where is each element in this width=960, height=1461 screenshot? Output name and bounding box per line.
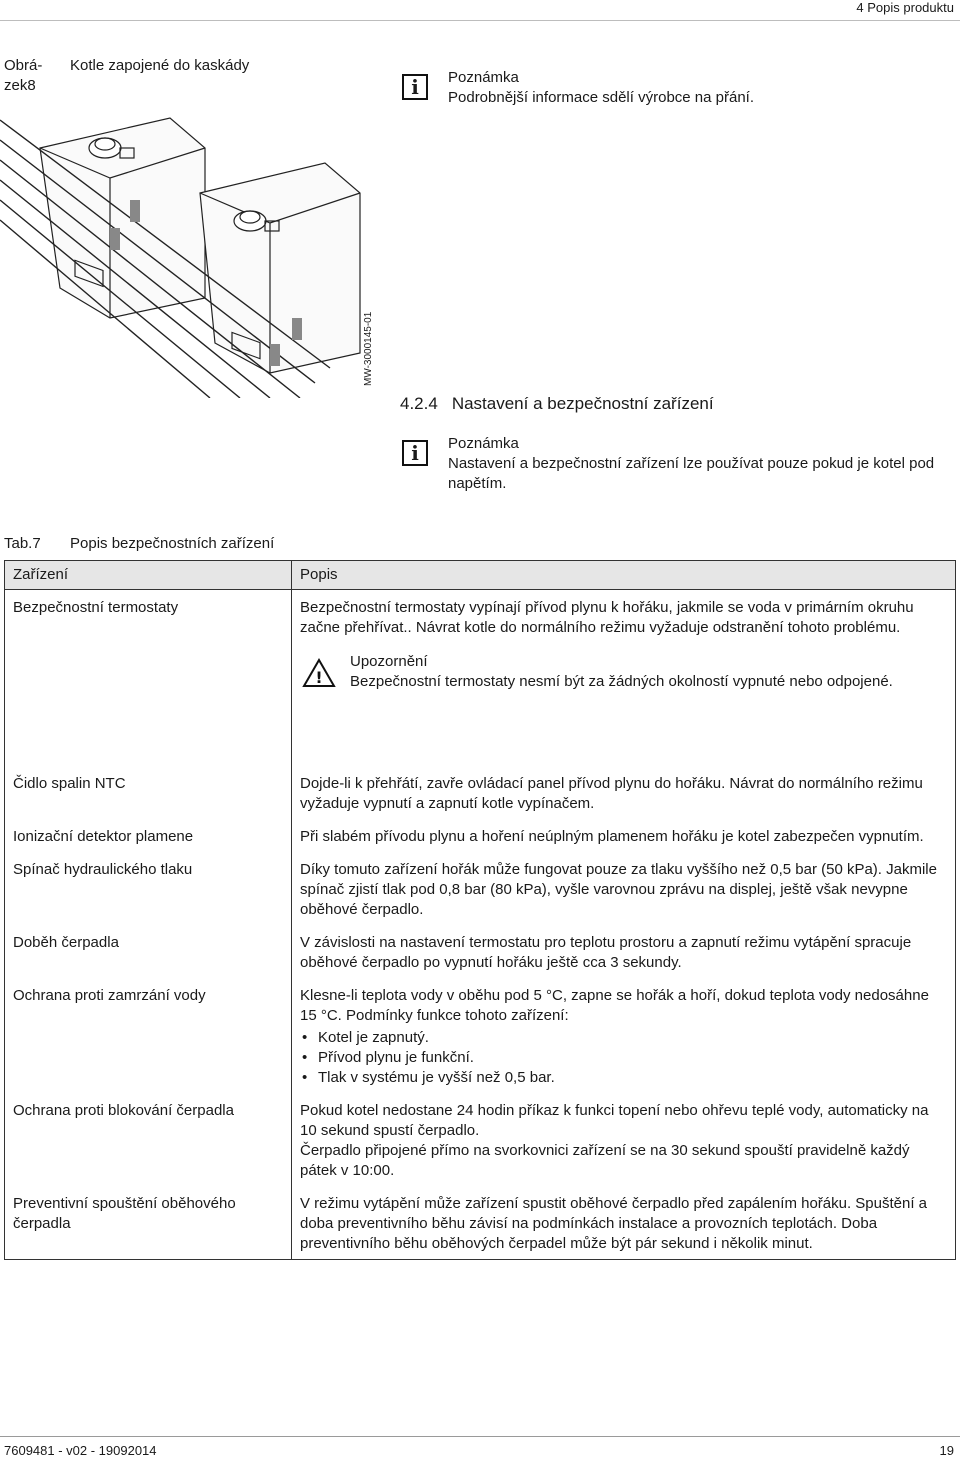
figure-label: Obrá-zek8 bbox=[4, 57, 43, 94]
section-number: 4.2.4 bbox=[400, 394, 438, 413]
cascade-boilers-illustration bbox=[0, 108, 385, 398]
device-cell: Ochrana proti blokování čerpadla bbox=[5, 1093, 292, 1186]
description-cell: Díky tomuto zařízení hořák může fungovat pouze za tlaku vyššího než 0,5 bar (50 kPa). Jakmile spínač zjistí tlak pod 0,8 bar (80 kPa), vyšle varovnou zprávu na displej, ještě však nevypne oběhové čerpadlo. bbox=[300, 860, 937, 918]
column-header-description: Popis bbox=[292, 561, 956, 590]
section-heading bbox=[400, 394, 714, 414]
description-cell bbox=[292, 1093, 956, 1186]
description-cell: V závislosti na nastavení termostatu pro teplotu prostoru a zapnutí režimu vytápění spracuje oběhové čerpadlo po vypnutí hořáku ještě cca 3 sekundy. bbox=[300, 933, 912, 971]
table-row bbox=[5, 852, 956, 925]
column-header-device: Zařízení bbox=[5, 561, 292, 590]
info-icon: i bbox=[402, 440, 428, 466]
page-number: 19 bbox=[939, 1443, 954, 1458]
device-cell: Preventivní spouštění oběhového čerpadla bbox=[5, 1186, 292, 1260]
device-cell: Čidlo spalin NTC bbox=[5, 766, 292, 819]
conditions-list bbox=[300, 1028, 947, 1088]
table-label: Tab.7 bbox=[4, 535, 41, 552]
list-item: • Kotel je zapnutý. bbox=[300, 1028, 947, 1048]
note-text: Podrobnější informace sdělí výrobce na přání. bbox=[448, 89, 754, 106]
header-divider bbox=[0, 20, 960, 21]
figure-title: Kotle zapojené do kaskády bbox=[70, 57, 250, 74]
table-row bbox=[5, 766, 956, 819]
note-title: Poznámka bbox=[448, 69, 519, 86]
table-title: Popis bezpečnostních zařízení bbox=[70, 535, 275, 552]
warning-icon bbox=[302, 658, 336, 688]
device-cell: Doběh čerpadla bbox=[5, 925, 292, 978]
note-title: Poznámka bbox=[448, 435, 519, 452]
description-cell: Dojde-li k přehřátí, zavře ovládací panel přívod plynu do hořáku. Návrat do normálního režimu vyžaduje vypnutí a zapnutí kotle vypínačem. bbox=[300, 774, 923, 812]
page-header: 4 Popis produktu bbox=[856, 0, 954, 15]
figure-code: MW-3000145-01 bbox=[363, 311, 374, 386]
warning-text: Bezpečnostní termostaty nesmí být za žádných okolností vypnuté nebo odpojené. bbox=[350, 673, 893, 690]
note-additional-info bbox=[402, 68, 754, 108]
table-row bbox=[5, 925, 956, 978]
table-row bbox=[5, 819, 956, 852]
table-caption bbox=[4, 534, 274, 554]
warning-note bbox=[302, 652, 947, 692]
note-power bbox=[402, 434, 942, 494]
description-cell: V režimu vytápění může zařízení spustit oběhové čerpadlo před zapálením hořáku. Spuštění a doba preventivního běhu závisí na podmínkách instalace a provozních teplotách. Doba preventivního běhu oběhových čerpadel může být pár sekund i několik minut. bbox=[300, 1194, 928, 1252]
document-id: 7609481 - v02 - 19092014 bbox=[4, 1443, 157, 1458]
device-cell: Ochrana proti zamrzání vody bbox=[5, 978, 292, 1093]
description-text: Pokud kotel nedostane 24 hodin příkaz k funkci topení nebo ohřevu teplé vody, automaticky na 10 sekund spustí čerpadlo. bbox=[300, 1101, 929, 1139]
description-text: Klesne-li teplota vody v oběhu pod 5 °C, zapne se hořák a hoří, dokud teplota vody nedosáhne 15 °C. Podmínky funkce tohoto zařízení: bbox=[300, 986, 929, 1024]
device-cell: Ionizační detektor plamene bbox=[5, 819, 292, 852]
note-text: Nastavení a bezpečnostní zařízení lze používat pouze pokud je kotel pod napětím. bbox=[448, 455, 935, 492]
description-cell bbox=[292, 978, 956, 1093]
device-cell: Spínač hydraulického tlaku bbox=[5, 852, 292, 925]
device-cell: Bezpečnostní termostaty bbox=[5, 590, 292, 766]
description-cell: Při slabém přívodu plynu a hoření neúplným plamenem hořáku je kotel zabezpečen vypnutím. bbox=[300, 827, 924, 845]
info-icon: i bbox=[402, 74, 428, 100]
list-item: • Přívod plynu je funkční. bbox=[300, 1048, 947, 1068]
list-item: • Tlak v systému je vyšší než 0,5 bar. bbox=[300, 1068, 947, 1088]
table-row bbox=[5, 590, 956, 766]
svg-text:!: ! bbox=[315, 668, 323, 687]
table-header-row bbox=[5, 561, 956, 590]
footer-divider bbox=[0, 1436, 960, 1437]
safety-devices-table bbox=[4, 560, 956, 1260]
description-cell bbox=[292, 590, 956, 766]
table-row bbox=[5, 1093, 956, 1186]
description-text-2: Čerpadlo připojené přímo na svorkovnici zařízení se na 30 sekund spouští pravidelně každý pátek v 10:00. bbox=[300, 1141, 910, 1179]
description-text: Bezpečnostní termostaty vypínají přívod plynu k hořáku, jakmile se voda v primárním okruhu začne přehřívat.. Návrat kotle do normálního režimu vyžaduje odstranění tohoto problému. bbox=[300, 599, 914, 636]
table-row bbox=[5, 978, 956, 1093]
section-title: Nastavení a bezpečnostní zařízení bbox=[451, 394, 714, 413]
warning-title: Upozornění bbox=[350, 653, 428, 670]
table-row bbox=[5, 1186, 956, 1260]
